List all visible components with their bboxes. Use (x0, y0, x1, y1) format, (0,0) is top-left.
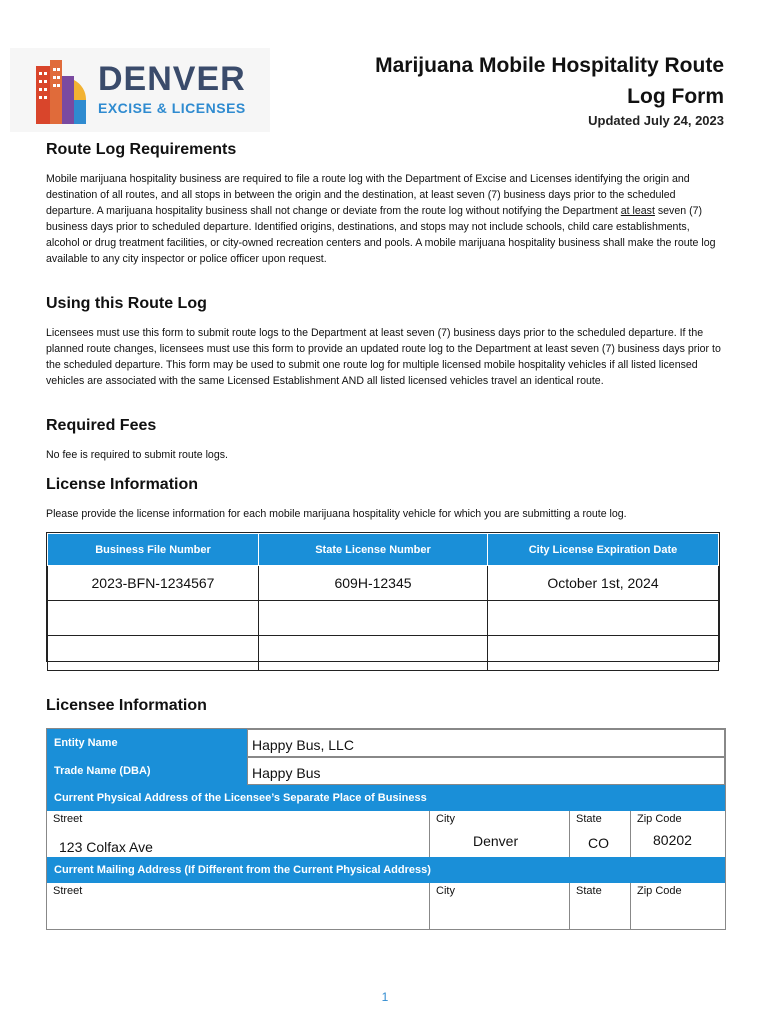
divider (569, 811, 570, 857)
license-text: Please provide the license information for each mobile marijuana hospitality vehicle for which you are submitting a route log. (46, 508, 627, 520)
physical-city-field[interactable]: Denver (473, 833, 519, 849)
requirements-text (46, 171, 726, 267)
license-table-grid (47, 533, 719, 671)
physical-street-field[interactable]: 123 Colfax Ave (59, 839, 153, 855)
divider (630, 811, 631, 857)
logo-subtitle: EXCISE & LICENSES (98, 100, 246, 116)
license-table-header (48, 534, 719, 566)
document-title (264, 50, 724, 112)
requirements-text-part-1: Mobile marijuana hospitality business are required to file a route log with the Department of Excise and Licenses identifying the origin and destination of all routes, and all stops in between the origin and the destination, at least seven (7) business days prior to the scheduled departure. A marijuana hospitality business shall not change or deviate from the route log without notifying the Department (46, 173, 690, 217)
license-heading: License Information (46, 476, 199, 493)
mailing-city-field[interactable] (436, 905, 564, 925)
denver-logo (10, 48, 270, 132)
using-heading: Using this Route Log (46, 295, 207, 312)
table-row (48, 601, 719, 636)
state-license-number-cell[interactable] (259, 636, 488, 671)
mailing-street-field[interactable] (59, 905, 419, 925)
license-table (46, 532, 720, 662)
mailing-zip-label: Zip Code (637, 885, 682, 897)
updated-date: Updated July 24, 2023 (588, 113, 724, 128)
divider (429, 811, 430, 857)
mailing-zip-field[interactable] (637, 905, 721, 925)
col-city-license-expiration: City License Expiration Date (488, 534, 719, 566)
fees-text: No fee is required to submit route logs. (46, 449, 228, 461)
requirements-heading: Route Log Requirements (46, 141, 237, 158)
physical-zip-field[interactable]: 80202 (653, 832, 692, 848)
state-license-number-cell[interactable] (259, 601, 488, 636)
col-state-license-number: State License Number (259, 534, 488, 566)
physical-street-label: Street (53, 813, 83, 825)
title-line-1: Marijuana Mobile Hospitality Route (375, 54, 724, 77)
licensee-form (46, 728, 726, 930)
mailing-state-label: State (576, 885, 602, 897)
table-row (48, 566, 719, 601)
physical-city-label: City (436, 813, 455, 825)
mailing-state-field[interactable] (576, 905, 626, 925)
fees-heading: Required Fees (46, 417, 157, 434)
logo-wordmark: DENVER (98, 60, 246, 98)
divider (429, 883, 430, 929)
business-file-number-cell[interactable]: 2023-BFN-1234567 (48, 566, 259, 601)
trade-name-field[interactable]: Happy Bus (247, 757, 725, 785)
entity-name-field[interactable]: Happy Bus, LLC (247, 729, 725, 757)
physical-address-heading: Current Physical Address of the Licensee’s Separate Place of Business (47, 785, 725, 811)
business-file-number-cell[interactable] (48, 636, 259, 671)
divider (569, 883, 570, 929)
mailing-address-heading: Current Mailing Address (If Different from the Current Physical Address) (47, 857, 725, 883)
city-license-expiration-cell[interactable] (488, 601, 719, 636)
using-text: Licensees must use this form to submit route logs to the Department at least seven (7) business days prior to the scheduled departure. If the planned route changes, licensees must use this form to provide an updated route log to the Department at least seven (7) business days prior to the scheduled departure. This form may be used to submit one route log for multiple licensed mobile hospitality vehicles if all listed licensed vehicles are associated with the same Licensed Establishment AND all listed licensed vehicles travel an identical route. (46, 327, 721, 387)
title-line-2: Log Form (627, 85, 724, 108)
state-license-number-cell[interactable]: 609H-12345 (259, 566, 488, 601)
table-row (48, 636, 719, 671)
city-license-expiration-cell[interactable]: October 1st, 2024 (488, 566, 719, 601)
physical-state-field[interactable]: CO (588, 835, 609, 851)
business-file-number-cell[interactable] (48, 601, 259, 636)
physical-state-label: State (576, 813, 602, 825)
requirements-emphasis: at least (620, 205, 655, 217)
licensee-heading: Licensee Information (46, 697, 207, 714)
divider (630, 883, 631, 929)
entity-name-label: Entity Name (47, 729, 247, 757)
col-business-file-number: Business File Number (48, 534, 259, 566)
page-number: 1 (381, 990, 389, 1004)
city-license-expiration-cell[interactable] (488, 636, 719, 671)
trade-name-label: Trade Name (DBA) (47, 757, 247, 785)
requirements-text-part-2: seven (7) business days prior to scheduled departure. Identified origins, destinations, and stops may not include schools, child care establishments, alcohol or drug treatment facilities, or city-owned recreation centers and pools. A mobile marijuana hospitality business shall make the route log available to any city inspector or police officer upon request. (46, 205, 716, 265)
denver-logo-icon (36, 60, 86, 128)
mailing-city-label: City (436, 885, 455, 897)
mailing-street-label: Street (53, 885, 83, 897)
physical-zip-label: Zip Code (637, 813, 682, 825)
